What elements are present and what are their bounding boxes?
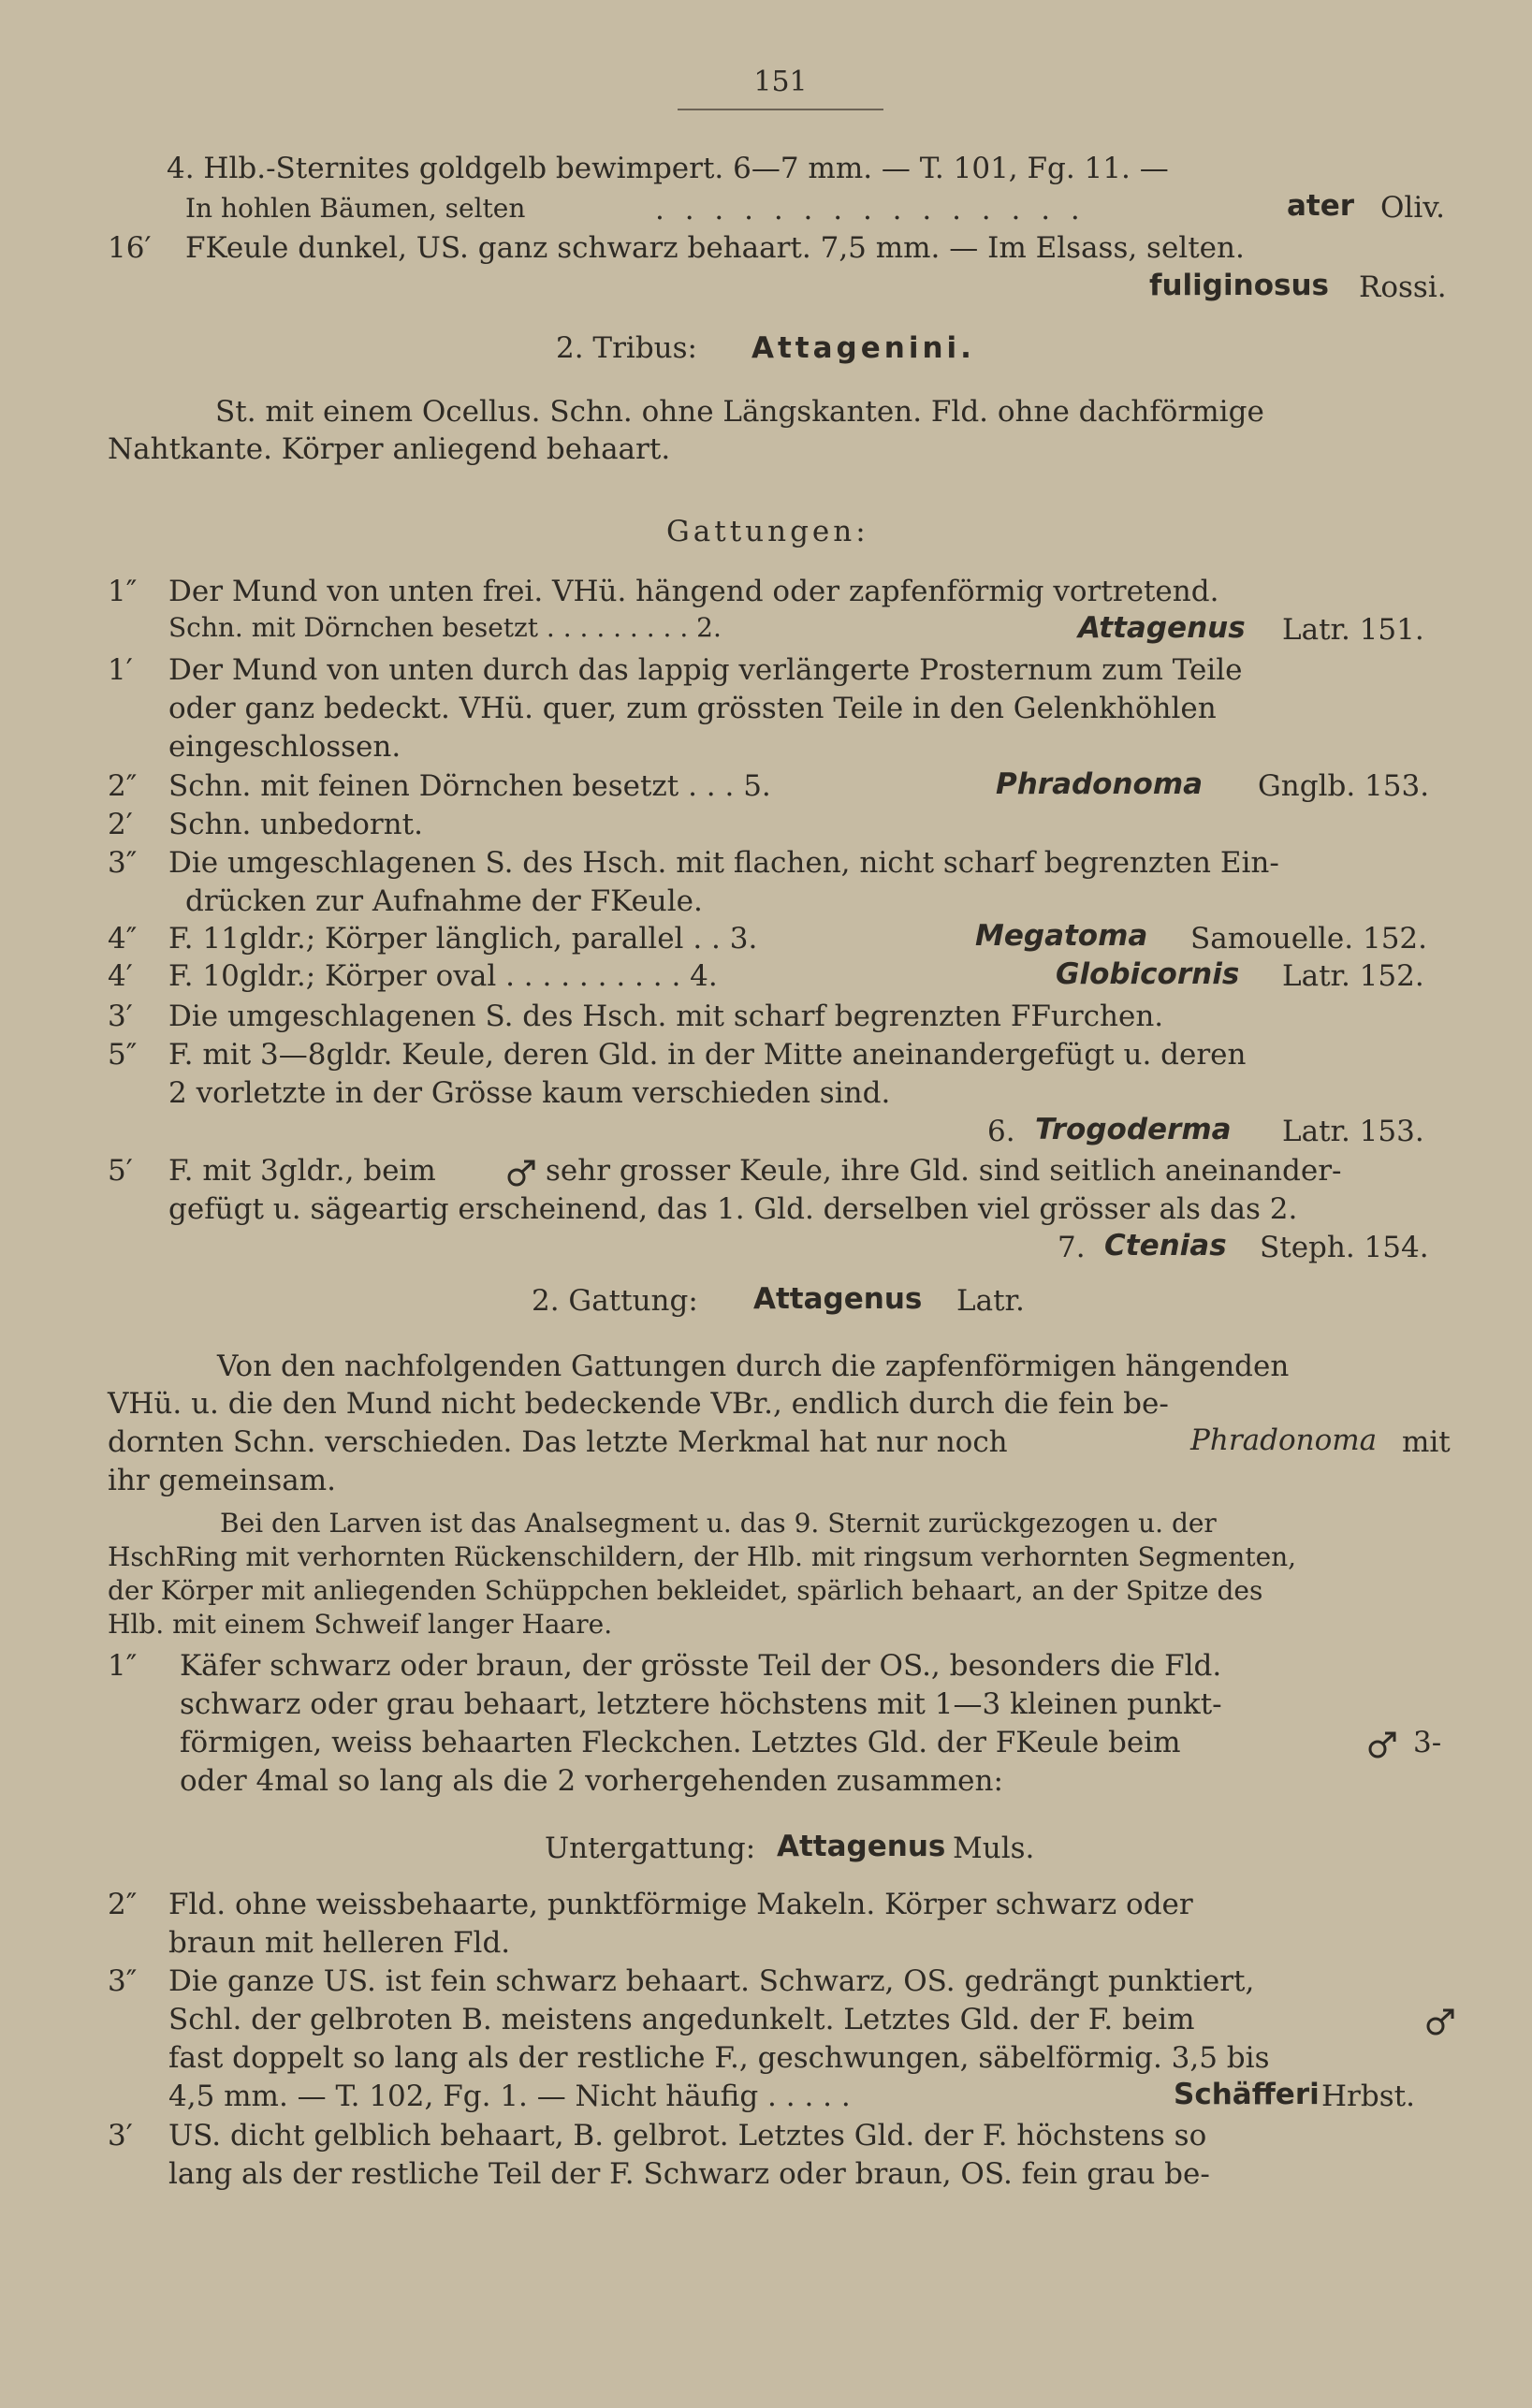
text-line-k1b-a: Latr. 151. <box>1282 613 1424 647</box>
text-line-g2b: Attagenus <box>753 1282 923 1316</box>
text-line-p2c2: mit <box>1402 1425 1451 1459</box>
text-line-s1: Bei den Larven ist das Analsegment u. das 9. Sternit zurückgezogen u. der <box>220 1508 1217 1539</box>
text-line-ug-b: Attagenus <box>777 1830 946 1863</box>
text-line-p2d: ihr gemeinsam. <box>108 1464 337 1497</box>
text-line-n3b: lang als der restliche Teil der F. Schwarz oder braun, OS. fein grau be- <box>168 2157 1210 2191</box>
text-line-k9-a: Latr. 153. <box>1282 1115 1424 1148</box>
text-line-l2b-n: fuliginosus <box>1149 269 1329 302</box>
text-line-k10b: gefügt u. sägeartig erscheinend, das 1. Gld. derselben viel grösser als das 2. <box>168 1192 1298 1226</box>
text-line-k1-no: 1″ <box>108 575 138 608</box>
text-line-k7-no: 4′ <box>108 959 133 993</box>
text-line-k4-no: 2′ <box>108 808 133 841</box>
text-line-m1c: förmigen, weiss behaarten Fleckchen. Letztes Gld. der FKeule beim <box>180 1726 1181 1759</box>
text-line-m1c2: 3- <box>1413 1726 1442 1759</box>
text-line-k8a: Die umgeschlagenen S. des Hsch. mit scharf begrenzten FFurchen. <box>168 1000 1164 1033</box>
text-line-tribus-b: Attagenini. <box>751 331 975 365</box>
text-line-k6-a: Samouelle. 152. <box>1190 922 1427 956</box>
text-line-p2a: Von den nachfolgenden Gattungen durch die zapfenförmigen hängenden <box>217 1350 1290 1383</box>
male-symbol-icon <box>505 1158 539 1193</box>
text-line-l2a-no: 16′ <box>108 231 152 265</box>
text-line-k1b: Schn. mit Dörnchen besetzt . . . . . . . . . 2. <box>168 612 722 643</box>
text-line-l1b-d: . . . . . . . . . . . . . . . <box>655 193 1086 226</box>
text-line-k10a2: sehr grosser Keule, ihre Gld. sind seitlich aneinander- <box>546 1154 1342 1188</box>
text-line-k1a: Der Mund von unten frei. VHü. hängend oder zapfenförmig vortretend. <box>168 575 1219 608</box>
text-line-n2d: 4,5 mm. — T. 102, Fg. 1. — Nicht häufig . . . . . <box>168 2080 851 2113</box>
text-line-l1b: In hohlen Bäumen, selten <box>185 193 526 224</box>
text-line-k3-no: 2″ <box>108 769 138 803</box>
text-line-p2c-n: Phradonoma <box>1190 1423 1378 1457</box>
male-symbol-icon <box>1366 1729 1400 1765</box>
text-line-k3a: Schn. mit feinen Dörnchen besetzt . . . 5. <box>168 769 771 803</box>
text-line-k4a: Schn. unbedornt. <box>168 808 423 841</box>
text-line-k9a: F. mit 3—8gldr. Keule, deren Gld. in der Mitte aneinandergefügt u. deren <box>168 1038 1247 1072</box>
text-line-k10-no: 5′ <box>108 1154 133 1188</box>
text-line-k6-n: Megatoma <box>975 919 1148 953</box>
header-rule <box>678 109 883 110</box>
text-line-ug-a: Untergattung: <box>545 1832 756 1865</box>
text-line-k9b: 2 vorletzte in der Grösse kaum verschieden sind. <box>168 1076 891 1110</box>
text-line-p2b: VHü. u. die den Mund nicht bedeckende VBr., endlich durch die fein be- <box>108 1387 1169 1421</box>
text-line-n1-no: 2″ <box>108 1888 138 1921</box>
text-line-l1b-n: ater <box>1287 189 1355 223</box>
text-line-m1-no: 1″ <box>108 1649 138 1683</box>
text-line-n1a: Fld. ohne weissbehaarte, punktförmige Makeln. Körper schwarz oder <box>168 1888 1193 1921</box>
text-line-k6a: F. 11gldr.; Körper länglich, parallel . . 3. <box>168 922 758 956</box>
text-line-k10a: F. mit 3gldr., beim <box>168 1154 436 1188</box>
text-line-n3a: US. dicht gelblich behaart, B. gelbrot. Letztes Gld. der F. höchstens so <box>168 2119 1207 2153</box>
text-line-s3: der Körper mit anliegenden Schüppchen bekleidet, spärlich behaart, an der Spitze des <box>108 1575 1263 1606</box>
text-line-n1b: braun mit helleren Fld. <box>168 1926 511 1960</box>
text-line-k9c: 6. <box>987 1115 1015 1148</box>
text-line-m1a: Käfer schwarz oder braun, der grösste Teil der OS., besonders die Fld. <box>180 1649 1222 1683</box>
text-line-k10-n: Ctenias <box>1104 1229 1227 1262</box>
text-line-k6-no: 4″ <box>108 922 138 956</box>
text-line-k3-a: Gnglb. 153. <box>1258 769 1430 803</box>
text-line-gattungen: Gattungen: <box>666 515 869 548</box>
text-line-k9-n: Trogoderma <box>1035 1113 1232 1146</box>
text-line-m1d: oder 4mal so lang als die 2 vorhergehenden zusammen: <box>180 1764 1003 1798</box>
text-line-s2: HschRing mit verhornten Rückenschildern, der Hlb. mit ringsum verhornten Segmenten, <box>108 1541 1297 1572</box>
male-symbol-icon <box>1424 2007 1458 2042</box>
text-line-p1b: Nahtkante. Körper anliegend behaart. <box>108 432 671 466</box>
text-line-n2-a: Hrbst. <box>1321 2080 1415 2113</box>
text-line-s4: Hlb. mit einem Schweif langer Haare. <box>108 1609 613 1640</box>
text-line-n3-no: 3′ <box>108 2119 133 2153</box>
text-line-k7a: F. 10gldr.; Körper oval . . . . . . . . . . 4. <box>168 959 718 993</box>
text-line-k3-n: Phradonoma <box>996 767 1204 801</box>
text-line-k2-no: 1′ <box>108 653 133 687</box>
text-line-n2-no: 3″ <box>108 1964 138 1998</box>
text-line-k7-a: Latr. 152. <box>1282 959 1424 993</box>
text-line-l1b-a: Oliv. <box>1380 191 1445 225</box>
text-line-p1a: St. mit einem Ocellus. Schn. ohne Längskanten. Fld. ohne dachförmige <box>215 395 1264 429</box>
text-line-tribus-a: 2. Tribus: <box>556 331 698 365</box>
text-line-ug-c: Muls. <box>953 1832 1035 1865</box>
text-line-k7-n: Globicornis <box>1056 957 1240 991</box>
text-line-k5-no: 3″ <box>108 846 138 880</box>
text-line-g2c: Latr. <box>956 1284 1025 1318</box>
text-line-k10-a: Steph. 154. <box>1260 1231 1429 1264</box>
text-line-l2b-a: Rossi. <box>1359 270 1447 304</box>
text-line-m1b: schwarz oder grau behaart, letztere höchstens mit 1—3 kleinen punkt- <box>180 1687 1222 1721</box>
text-line-k5a: Die umgeschlagenen S. des Hsch. mit flachen, nicht scharf begrenzten Ein- <box>168 846 1279 880</box>
text-line-n2a: Die ganze US. ist fein schwarz behaart. Schwarz, OS. gedrängt punktiert, <box>168 1964 1255 1998</box>
text-line-n2c: fast doppelt so lang als der restliche F., geschwungen, säbelförmig. 3,5 bis <box>168 2041 1270 2075</box>
text-line-k2a: Der Mund von unten durch das lappig verlängerte Prosternum zum Teile <box>168 653 1243 687</box>
text-line-l2a: FKeule dunkel, US. ganz schwarz behaart. 7,5 mm. — Im Elsass, selten. <box>185 231 1245 265</box>
text-line-k1b-n: Attagenus <box>1078 611 1246 645</box>
text-line-k2c: eingeschlossen. <box>168 730 401 764</box>
text-line-l1a: 4. Hlb.-Sternites goldgelb bewimpert. 6—7 mm. — T. 101, Fg. 11. — <box>167 152 1169 185</box>
text-line-k8-no: 3′ <box>108 1000 133 1033</box>
text-line-k5b: drücken zur Aufnahme der FKeule. <box>185 884 703 918</box>
text-line-n2-n: Schäfferi <box>1174 2078 1320 2111</box>
text-line-k2b: oder ganz bedeckt. VHü. quer, zum grössten Teile in den Gelenkhöhlen <box>168 692 1217 725</box>
text-line-k9-no: 5″ <box>108 1038 138 1072</box>
text-line-n2b: Schl. der gelbroten B. meistens angedunkelt. Letztes Gld. der F. beim <box>168 2003 1195 2036</box>
page-number: 151 <box>753 66 808 98</box>
text-line-p2c1: dornten Schn. verschieden. Das letzte Merkmal hat nur noch <box>108 1425 1008 1459</box>
text-line-g2a: 2. Gattung: <box>532 1284 698 1318</box>
text-line-k10c: 7. <box>1058 1231 1086 1264</box>
